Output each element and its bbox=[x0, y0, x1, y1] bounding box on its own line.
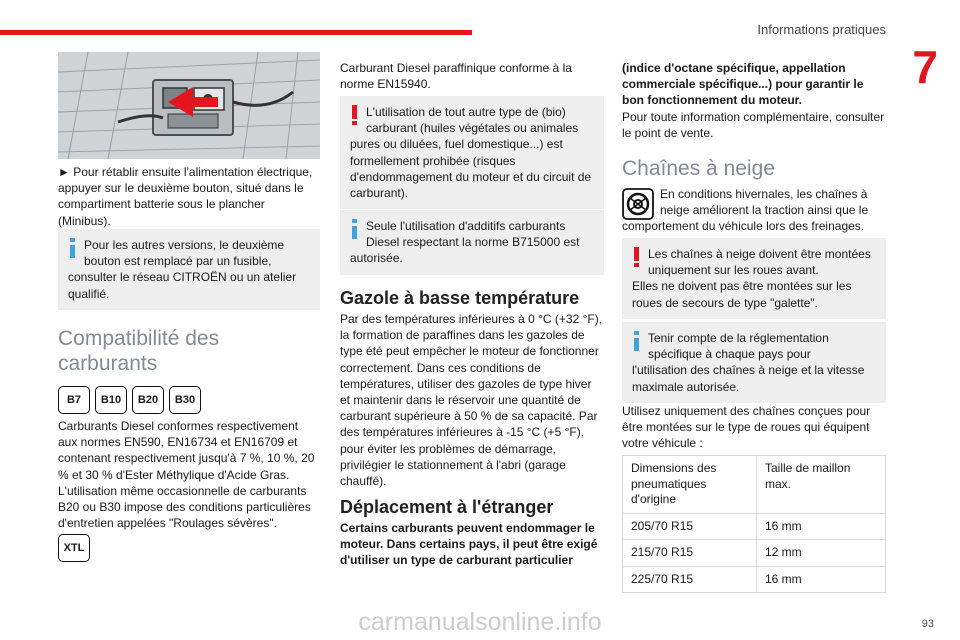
battery-compartment-photo bbox=[58, 52, 320, 159]
chains-usage-text: Utilisez uniquement des chaînes conçues pour être montées sur le type de roues qui équipent votre véhicule : bbox=[622, 404, 871, 451]
table-cell: 225/70 R15 bbox=[623, 566, 757, 593]
warning-icon bbox=[630, 246, 644, 268]
table-header-cell: Dimensions des pneumatiques d'origine bbox=[623, 456, 757, 514]
section-title-snow-chains: Chaînes à neige bbox=[622, 157, 775, 180]
table-header-cell: Taille de maillon max. bbox=[757, 456, 886, 514]
info-box-line1: Seule l'utilisation d'additifs carburants Diesel respectant la norme B715000 est bbox=[366, 219, 580, 250]
info-box-line2: autorisée. bbox=[350, 251, 403, 266]
header-accent-bar bbox=[0, 30, 472, 35]
chapter-number: 7 bbox=[912, 41, 938, 93]
snow-chains-intro-a: En conditions hivernales, les chaînes à neige améliorent la traction ainsi que le bbox=[660, 187, 869, 218]
info-icon bbox=[66, 237, 80, 259]
section-title-low-temp: Gazole à basse température bbox=[340, 288, 580, 308]
table-cell: 215/70 R15 bbox=[623, 540, 757, 567]
table-row bbox=[623, 566, 886, 593]
info-icon bbox=[630, 330, 644, 352]
table-cell: 12 mm bbox=[757, 540, 886, 567]
table-row bbox=[623, 513, 886, 540]
section-title-abroad: Déplacement à l'étranger bbox=[340, 497, 554, 517]
fuel-b10-icon: B10 bbox=[95, 386, 127, 414]
warning-box-fuel bbox=[340, 96, 604, 209]
warning-box-line2: Elles ne doivent pas être montées sur les roues de secours de type "galette". bbox=[632, 279, 852, 310]
info-box-line1: Tenir compte de la réglementation spécifique à chaque pays pour bbox=[648, 331, 829, 362]
warning-box-line2: pures ou diluées, fuel domestique...) est formellement prohibée (risques d'endommagement du moteur et du circuit de carburant). bbox=[350, 137, 592, 201]
table-row bbox=[623, 540, 886, 567]
snow-chains-intro-b: comportement du véhicule lors des freinages. bbox=[622, 219, 865, 234]
warning-icon bbox=[348, 104, 362, 126]
fuel-b7-icon: B7 bbox=[58, 386, 90, 414]
info-box-fuse bbox=[58, 229, 320, 310]
table-header-row bbox=[623, 456, 886, 514]
watermark: carmanualsonline.info bbox=[358, 608, 602, 636]
info-box-line2: l'utilisation des chaînes à neige et la vitesse maximale autorisée. bbox=[632, 363, 865, 394]
header-title: Informations pratiques bbox=[757, 22, 886, 37]
section-title-fuel-compat: Compatibilité des carburants bbox=[58, 327, 220, 375]
table-cell: 205/70 R15 bbox=[623, 513, 757, 540]
restore-instruction: ► Pour rétablir ensuite l'alimentation électrique, appuyer sur le deuxième bouton, situé dans le compartiment batterie sous le plancher (Minibus). bbox=[58, 165, 313, 228]
warning-box-chains bbox=[622, 238, 886, 319]
paraffinic-diesel-text: Carburant Diesel paraffinique conforme à la norme EN15940. bbox=[340, 61, 572, 92]
table-cell: 16 mm bbox=[757, 566, 886, 593]
low-temp-text: Par des températures inférieures à 0 °C (+32 °F), la formation de paraffines dans les gazoles de type été peut empêcher le moteur de fonctionner correctement. Dans ces conditions de températures, utiliser des gazoles de type hiver et maintenir dans le réservoir une quantité de carburant supérieure à 50 % de sa capacité. Par des températures inférieures à -15 °C (+5 °F), pour éviter les problèmes de démarrage, privilégier le stationnement à l'abri (garage chauffé). bbox=[340, 312, 603, 489]
fuel-xtl-icon: XTL bbox=[58, 534, 90, 562]
fuel-standards-text: Carburants Diesel conformes respectivement aux normes EN590, EN16734 et EN16709 et contenant respectivement jusqu'à 7 %, 10 %, 20 % et 30 % d'Ester Méthylique d'Acide Gras. L'utilisation même occasionnelle de carburants B20 ou B30 impose des conditions particulières d'entretien appelées "Roulages sévères". bbox=[58, 419, 315, 531]
point-of-sale-text: Pour toute information complémentaire, consulter le point de vente. bbox=[622, 109, 885, 140]
info-box-line2: consulter le réseau CITROËN ou un atelier qualifié. bbox=[68, 270, 297, 301]
chains-table bbox=[622, 455, 886, 593]
info-box-regulation bbox=[622, 322, 886, 403]
info-box-additives bbox=[340, 210, 604, 275]
fuel-b30-icon: B30 bbox=[169, 386, 201, 414]
warning-box-line1: L'utilisation de tout autre type de (bio) carburant (huiles végétales ou animales bbox=[366, 105, 579, 136]
octane-text: (indice d'octane spécifique, appellation commerciale spécifique...) pour garantir le bon fonctionnement du moteur. bbox=[622, 61, 864, 108]
info-icon bbox=[348, 218, 362, 240]
abroad-warning-text: Certains carburants peuvent endommager le moteur. Dans certains pays, il peut être exigé d'utiliser un type de carburant particulier bbox=[340, 521, 598, 568]
warning-box-line1: Les chaînes à neige doivent être montées uniquement sur les roues avant. bbox=[648, 247, 871, 278]
snow-chain-icon bbox=[622, 188, 654, 220]
info-box-line1: Pour les autres versions, le deuxième bouton est remplacé par un fusible, bbox=[84, 238, 285, 269]
fuel-icons bbox=[58, 386, 320, 414]
fuel-b20-icon: B20 bbox=[132, 386, 164, 414]
page-number: 93 bbox=[921, 618, 934, 630]
table-cell: 16 mm bbox=[757, 513, 886, 540]
